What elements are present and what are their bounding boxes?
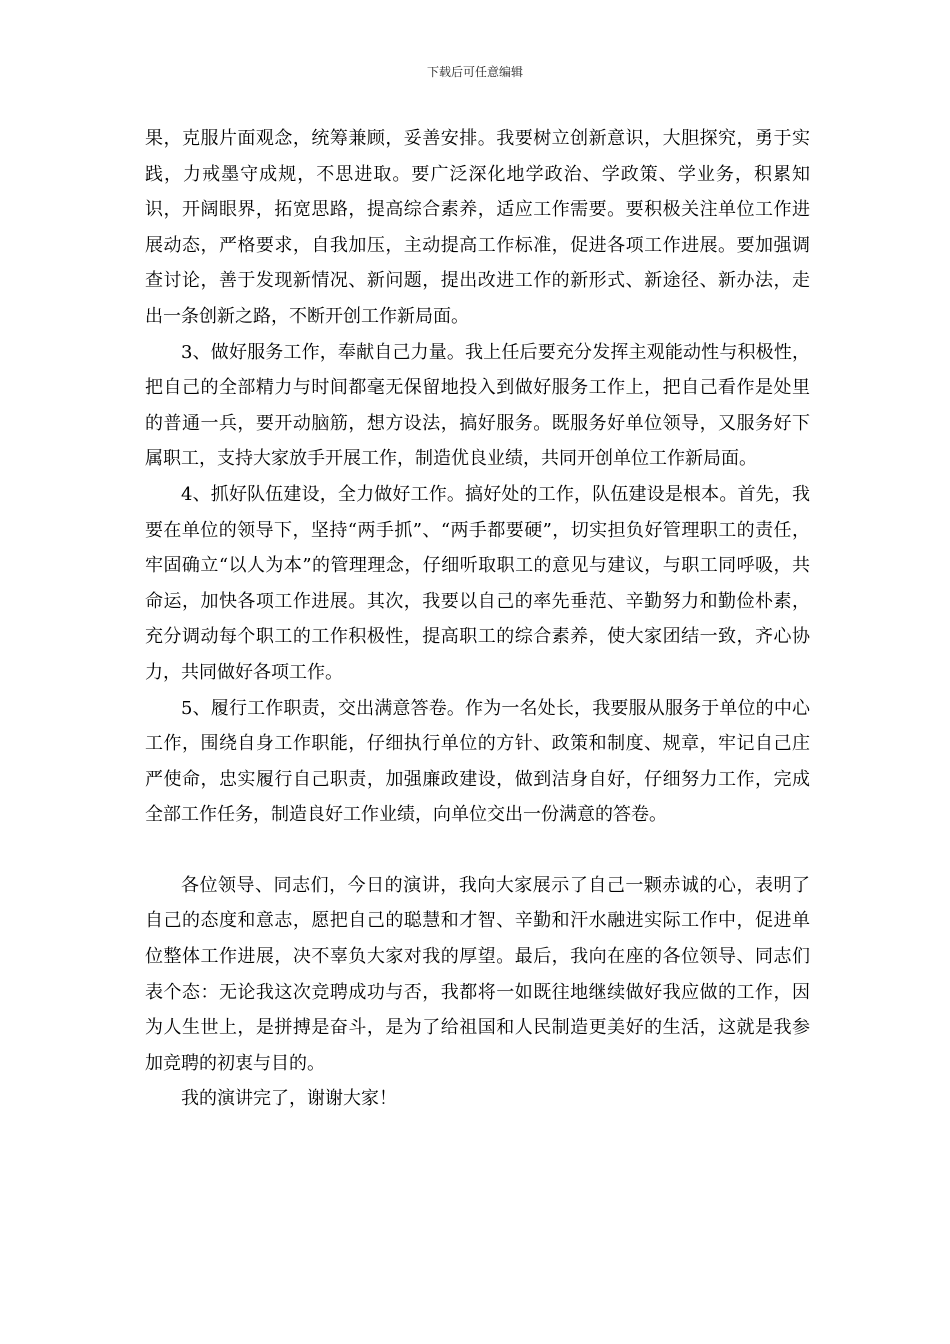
paragraph-closing-remarks: 各位领导、同志们，今日的演讲，我向大家展示了自己一颗赤诚的心，表明了自己的态度和意志，愿把自己的聪慧和才智、辛勤和汗水融进实际工作中，促进单位整体工作进展，决不辜负大家对我的厚望。最后，我向在座的各位领导、同志们表个态：无论我这次竞聘成功与否，我都将一如既往地继续做好我应做的工作，因为人生世上，是拼搏是奋斗，是为了给祖国和人民制造更美好的生活，这就是我参加竞聘的初衷与目的。: [145, 874, 810, 1074]
paragraph-duties: 5、履行工作职责，交出满意答卷。作为一名处长，我要服从服务于单位的中心工作，围绕自身工作职能，仔细执行单位的方针、政策和制度、规章，牢记自己庄严使命，忠实履行自己职责，加强廉政建设，做到洁身自好，仔细努力工作，完成全部工作任务，制造良好工作业绩，向单位交出一份满意的答卷。: [145, 697, 810, 826]
document-body: [145, 121, 810, 1117]
page-header: 下载后可任意编辑: [426, 65, 523, 79]
paragraph-thanks: 我的演讲完了，谢谢大家！: [181, 1088, 397, 1110]
paragraph-team-building: 4、抓好队伍建设，全力做好工作。搞好处的工作，队伍建设是根本。首先，我要在单位的领导下，坚持“两手抓”、“两手都要硬”，切实担负好管理职工的责任，牢固确立“以人为本”的管理理念，仔细听取职工的意见与建议，与职工同呼吸，共命运，加快各项工作进展。其次，我要以自己的率先垂范、辛勤努力和勤俭朴素，充分调动每个职工的工作积极性，提高职工的综合素养，使大家团结一致，齐心协力，共同做好各项工作。: [145, 483, 810, 683]
paragraph-continuation: 果，克服片面观念，统筹兼顾，妥善安排。我要树立创新意识，大胆探究，勇于实践，力戒墨守成规，不思进取。要广泛深化地学政治、学政策、学业务，积累知识，开阔眼界，拓宽思路，提高综合素养，适应工作需要。要积极关注单位工作进展动态，严格要求，自我加压，主动提高工作标准，促进各项工作进展。要加强调查讨论，善于发现新情况、新问题，提出改进工作的新形式、新途径、新办法，走出一条创新之路，不断开创工作新局面。: [145, 128, 810, 327]
paragraph-gap: [145, 833, 810, 868]
paragraph-service-work: 3、做好服务工作，奉献自己力量。我上任后要充分发挥主观能动性与积极性，把自己的全部精力与时间都毫无保留地投入到做好服务工作上，把自己看作是处里的普通一兵，要开动脑筋，想方设法，搞好服务。既服务好单位领导，又服务好下属职工，支持大家放手开展工作，制造优良业绩，共同开创单位工作新局面。: [145, 341, 810, 470]
